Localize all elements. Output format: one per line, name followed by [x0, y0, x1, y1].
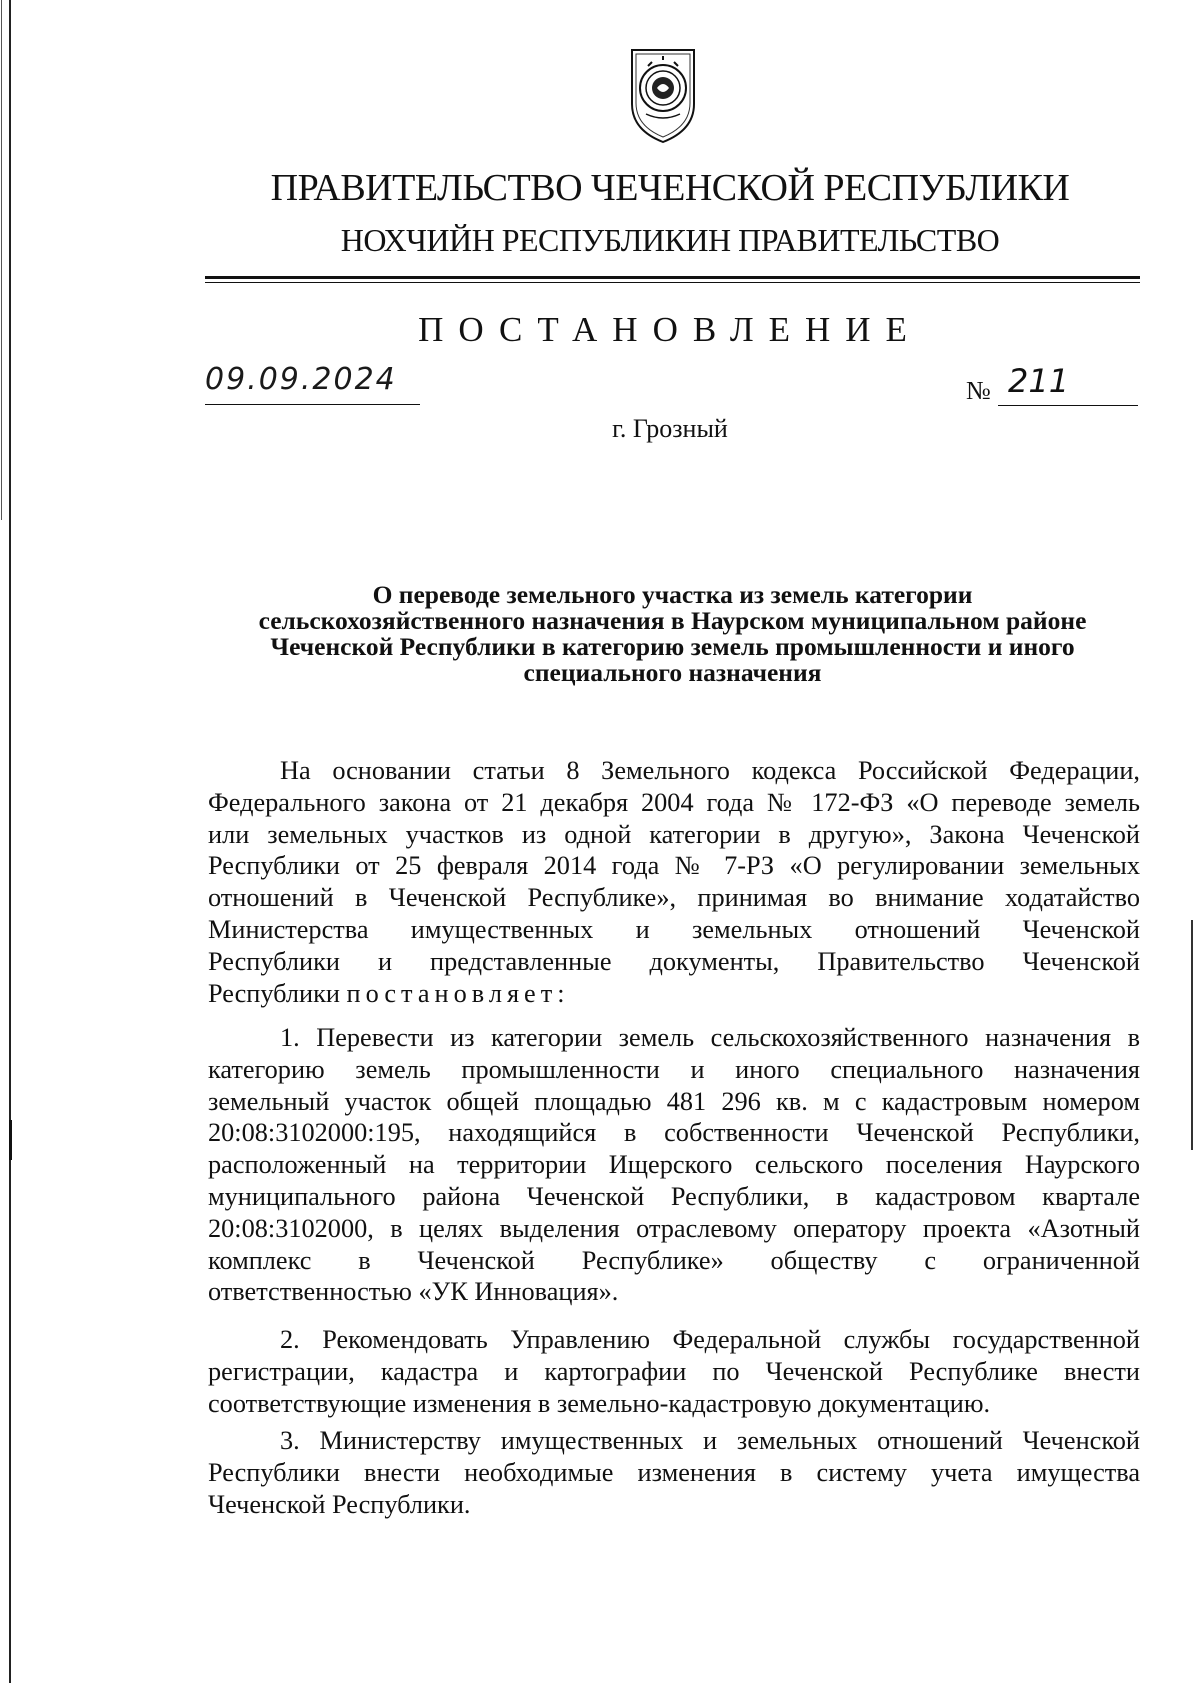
text-line: 20:08:3102000, в целях выделения отраслевому оператору проекта «Азотный — [208, 1213, 1140, 1243]
title-line: О переводе земельного участка из земель категории — [372, 580, 973, 609]
text-line: отношений в Чеченской Республике», принимая во внимание ходатайство — [208, 883, 1140, 913]
coat-of-arms-icon — [628, 42, 698, 146]
text-line: земельный участок общей площадью 481 296 кв. м с кадастровым номером — [208, 1086, 1140, 1116]
document-type: ПОСТАНОВЛЕНИЕ — [418, 310, 922, 349]
text-line: расположенный на территории Ищерского сельского поселения Наурского — [208, 1150, 1140, 1180]
clause-2 — [208, 1324, 1140, 1419]
text-fragment: Республики — [208, 978, 347, 1008]
title-line: специального назначения — [523, 658, 822, 687]
document-number: 211 — [998, 362, 1138, 406]
government-name: ПРАВИТЕЛЬСТВО ЧЕЧЕНСКОЙ РЕСПУБЛИКИ — [270, 167, 1070, 209]
text-line: соответствующие изменения в земельно-кадастровую документацию. — [208, 1388, 991, 1418]
text-line: 3. Министерству имущественных и земельных отношений Чеченской — [280, 1426, 1140, 1455]
document-title — [205, 582, 1140, 686]
text-line: Республики внести необходимые изменения в систему учета имущества — [208, 1457, 1140, 1487]
text-line: Республики и представленные документы, Правительство Чеченской — [208, 946, 1140, 976]
text-line: или земельных участков из одной категории в другую», Закона Чеченской — [208, 819, 1140, 849]
text-line — [208, 978, 1140, 1010]
text-line: категорию земель промышленности и иного специального назначения — [208, 1054, 1140, 1084]
text-line: 20:08:3102000:195, находящийся в собственности Чеченской Республики, — [208, 1118, 1140, 1148]
number-sign: № — [966, 376, 991, 405]
text-line: Республики от 25 февраля 2014 года № 7-РЗ «О регулировании земельных — [208, 851, 1140, 881]
text-line: На основании статьи 8 Земельного кодекса Российской Федерации, — [280, 756, 1140, 785]
text-line: муниципального района Чеченской Республики, в кадастровом квартале — [208, 1181, 1140, 1211]
document-city: г. Грозный — [612, 414, 728, 443]
text-line: Федерального закона от 21 декабря 2004 года № 172-ФЗ «О переводе земель — [208, 787, 1140, 817]
text-line: ответственностью «УК Инновация». — [208, 1277, 619, 1307]
text-line: 2. Рекомендовать Управлению Федеральной службы государственной — [280, 1325, 1140, 1354]
text-line: 1. Перевести из категории земель сельскохозяйственного назначения в — [280, 1023, 1140, 1052]
scan-mark — [1191, 920, 1193, 1150]
text-line: регистрации, кадастра и картографии по Чеченской Республике внести — [208, 1356, 1140, 1386]
government-name-chechen: НОХЧИЙН РЕСПУБЛИКИН ПРАВИТЕЛЬСТВО — [340, 222, 1000, 258]
header-divider — [205, 282, 1140, 283]
resolves-word: постановляет: — [346, 978, 570, 1008]
clause-1 — [208, 1022, 1140, 1308]
title-line: сельскохозяйственного назначения в Наурском муниципальном районе — [258, 606, 1087, 635]
scan-mark — [9, 1120, 12, 1160]
document-date: 09.09.2024 — [205, 362, 420, 405]
scan-edge — [1, 0, 2, 520]
scan-edge — [9, 0, 11, 1683]
title-line: Чеченской Республики в категорию земель промышленности и иного — [270, 632, 1075, 661]
preamble-paragraph — [208, 755, 1140, 1009]
text-line: комплекс в Чеченской Республике» обществу с ограниченной — [208, 1245, 1140, 1275]
text-line: Чеченской Республики. — [208, 1489, 471, 1519]
text-line: Министерства имущественных и земельных отношений Чеченской — [208, 914, 1140, 944]
header-divider — [205, 276, 1140, 279]
clause-3 — [208, 1425, 1140, 1520]
